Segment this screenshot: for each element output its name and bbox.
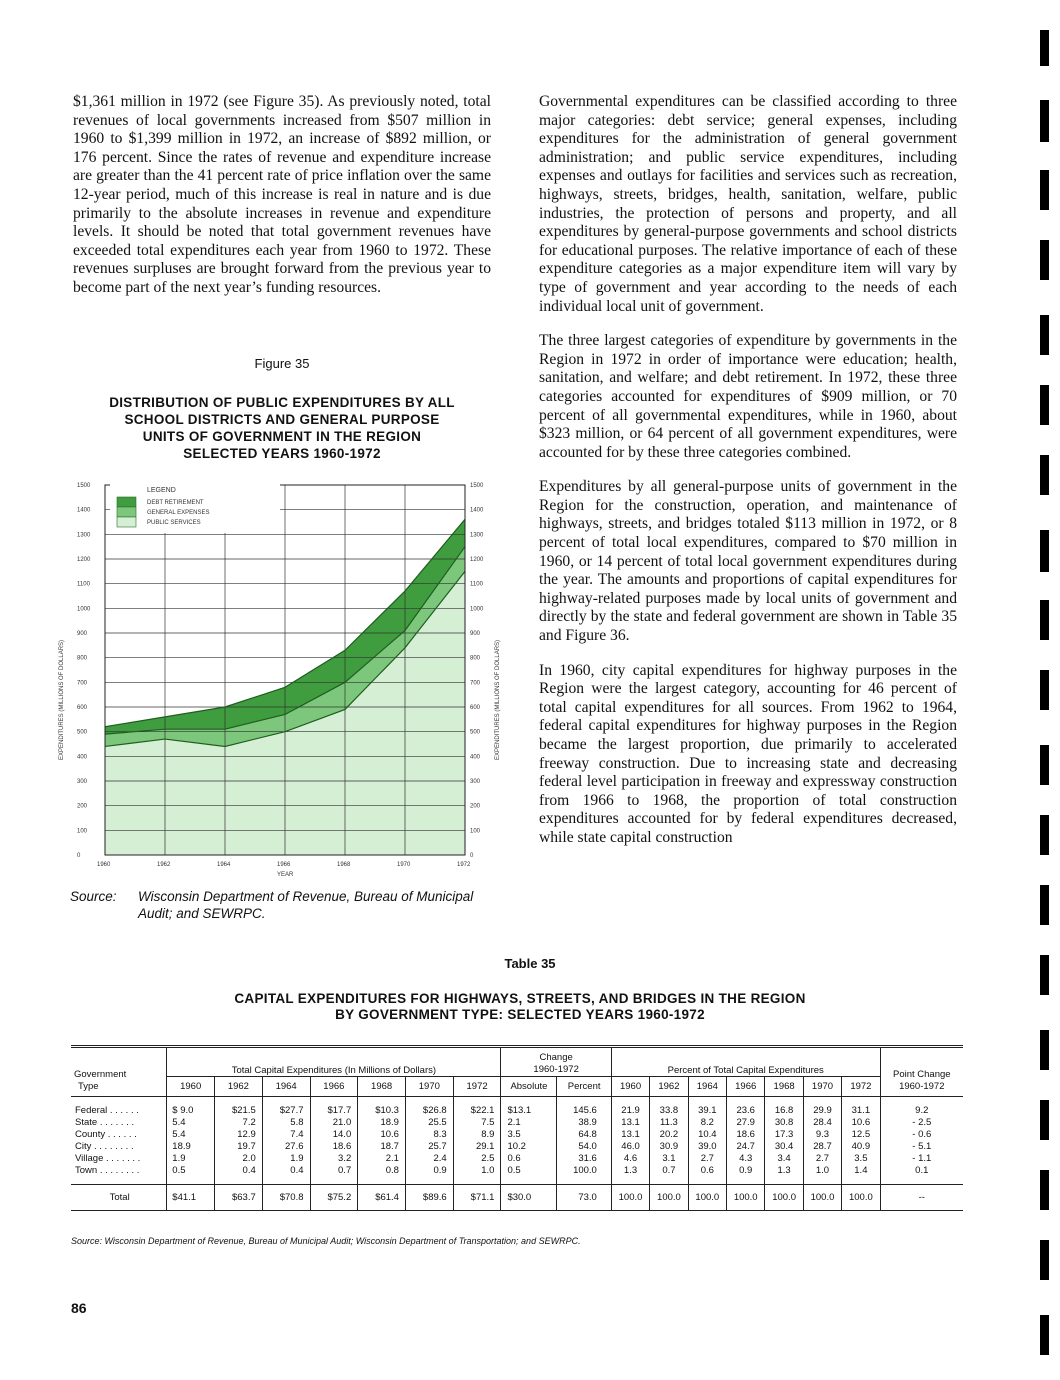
y-tick-label-left: 500 bbox=[77, 729, 88, 736]
legend-swatch-general bbox=[117, 507, 136, 517]
expenditure-area-chart bbox=[55, 475, 505, 885]
total-cell: 0.9 bbox=[405, 1165, 453, 1177]
row-type: Federal . . . . . . bbox=[71, 1105, 167, 1117]
total-cell: 18.9 bbox=[358, 1117, 406, 1129]
figure-title bbox=[73, 394, 491, 462]
y-tick-label-right: 400 bbox=[470, 754, 481, 761]
table-title-line: BY GOVERNMENT TYPE: SELECTED YEARS 1960-1972 bbox=[335, 1007, 705, 1022]
percent-cell: 28.7 bbox=[803, 1141, 841, 1153]
abs-change-cell: $30.0 bbox=[501, 1185, 557, 1211]
percent-cell: 2.7 bbox=[688, 1153, 726, 1165]
total-cell: 7.5 bbox=[453, 1117, 501, 1129]
pct-change-cell: 64.8 bbox=[557, 1129, 611, 1141]
spacer-cell bbox=[405, 1097, 453, 1105]
margin-mark bbox=[1040, 1170, 1049, 1210]
header-change-col: Percent bbox=[557, 1077, 611, 1097]
header-percent-group: Percent of Total Capital Expenditures bbox=[611, 1047, 880, 1077]
percent-cell: 100.0 bbox=[650, 1185, 688, 1211]
header-change-col: Absolute bbox=[501, 1077, 557, 1097]
header-gov-type-line: Type bbox=[78, 1081, 99, 1092]
percent-cell: 17.3 bbox=[765, 1129, 803, 1141]
header-year: 1968 bbox=[765, 1077, 803, 1097]
total-cell: 8.9 bbox=[453, 1129, 501, 1141]
y-tick-label-right: 300 bbox=[470, 779, 481, 785]
pct-change-cell: 38.9 bbox=[557, 1117, 611, 1129]
left-text-column bbox=[73, 93, 491, 314]
total-cell: 2.0 bbox=[215, 1153, 263, 1165]
total-cell: 3.2 bbox=[310, 1153, 358, 1165]
pct-change-cell: 145.6 bbox=[557, 1105, 611, 1117]
table-label: Table 35 bbox=[504, 956, 556, 971]
spacer-cell bbox=[765, 1097, 803, 1105]
header-gov-type bbox=[71, 1047, 167, 1097]
y-tick-label-right: 1500 bbox=[470, 483, 484, 489]
margin-mark bbox=[1040, 1030, 1049, 1070]
x-tick-label: 1970 bbox=[397, 862, 411, 868]
header-year: 1970 bbox=[803, 1077, 841, 1097]
percent-cell: 12.5 bbox=[842, 1129, 880, 1141]
y-tick-label-right: 200 bbox=[470, 803, 481, 810]
spacer-cell bbox=[310, 1097, 358, 1105]
total-cell: $17.7 bbox=[310, 1105, 358, 1117]
table-row bbox=[71, 1129, 963, 1141]
percent-cell: 100.0 bbox=[842, 1185, 880, 1211]
figure-label: Figure 35 bbox=[254, 356, 310, 371]
margin-mark bbox=[1040, 530, 1049, 572]
spacer-cell bbox=[688, 1097, 726, 1105]
total-cell: 18.9 bbox=[167, 1141, 215, 1153]
total-cell: 25.5 bbox=[405, 1117, 453, 1129]
spacer-cell bbox=[453, 1097, 501, 1105]
margin-mark bbox=[1040, 815, 1049, 855]
total-cell: $27.7 bbox=[262, 1105, 310, 1117]
y-tick-label-left: 900 bbox=[77, 631, 88, 637]
spacer-cell bbox=[557, 1177, 611, 1185]
y-tick-label-right: 1400 bbox=[470, 507, 484, 514]
pct-change-cell: 31.6 bbox=[557, 1153, 611, 1165]
right-paragraph: Expenditures by all general-purpose units of government in the Region for the construction, operation, and maintenance of highways, streets, and bridges totaled $113 million in 1972, or 8 percent of total local expenditures, compared to $70 million in 1960, or 14 percent of total local government expenditures during the year. The amounts and proportions of capital expenditures for highway-related purposes made by local units of government and directly by the state and federal government are shown in Table 35 and Figure 36. bbox=[539, 478, 957, 645]
total-cell: 19.7 bbox=[215, 1141, 263, 1153]
percent-cell: 40.9 bbox=[842, 1141, 880, 1153]
total-cell: 29.1 bbox=[453, 1141, 501, 1153]
legend-swatch-debt bbox=[117, 497, 136, 507]
row-type: City . . . . . . . . bbox=[71, 1141, 167, 1153]
percent-cell: 100.0 bbox=[803, 1185, 841, 1211]
y-tick-label-right: 600 bbox=[470, 705, 481, 711]
percent-cell: 39.0 bbox=[688, 1141, 726, 1153]
total-cell: 7.2 bbox=[215, 1117, 263, 1129]
figure-source-text: Wisconsin Department of Revenue, Bureau of Municipal bbox=[138, 889, 474, 904]
row-type: Town . . . . . . . . bbox=[71, 1165, 167, 1177]
figure-source-label: Source: bbox=[70, 889, 117, 904]
total-cell: 12.9 bbox=[215, 1129, 263, 1141]
percent-cell: 1.0 bbox=[803, 1165, 841, 1177]
percent-cell: 10.4 bbox=[688, 1129, 726, 1141]
y-tick-label-left: 200 bbox=[77, 803, 88, 810]
figure-title-line: DISTRIBUTION OF PUBLIC EXPENDITURES BY ALL bbox=[109, 395, 455, 410]
margin-mark bbox=[1040, 1315, 1049, 1355]
capital-expenditures-table bbox=[71, 1045, 963, 1211]
spacer-cell bbox=[803, 1097, 841, 1105]
margin-mark bbox=[1040, 670, 1049, 710]
percent-cell: 1.3 bbox=[611, 1165, 649, 1177]
percent-cell: 33.8 bbox=[650, 1105, 688, 1117]
spacer-cell bbox=[688, 1177, 726, 1185]
table-row bbox=[71, 1165, 963, 1177]
pct-change-cell: 73.0 bbox=[557, 1185, 611, 1211]
abs-change-cell: 10.2 bbox=[501, 1141, 557, 1153]
total-cell: 2.4 bbox=[405, 1153, 453, 1165]
percent-cell: 100.0 bbox=[765, 1185, 803, 1211]
percent-cell: 13.1 bbox=[611, 1129, 649, 1141]
header-year: 1966 bbox=[727, 1077, 765, 1097]
figure-source-text-cont: Audit; and SEWRPC. bbox=[138, 906, 266, 921]
total-cell: $21.5 bbox=[215, 1105, 263, 1117]
total-cell: 7.4 bbox=[262, 1129, 310, 1141]
margin-mark bbox=[1040, 240, 1049, 280]
spacer-cell bbox=[310, 1177, 358, 1185]
total-cell: 1.9 bbox=[167, 1153, 215, 1165]
total-cell: $71.1 bbox=[453, 1185, 501, 1211]
percent-cell: 30.9 bbox=[650, 1141, 688, 1153]
header-year: 1964 bbox=[262, 1077, 310, 1097]
spacer-cell bbox=[611, 1177, 649, 1185]
y-tick-label-right: 0 bbox=[470, 853, 474, 859]
x-tick-label: 1972 bbox=[457, 862, 471, 868]
row-type: County . . . . . . bbox=[71, 1129, 167, 1141]
percent-cell: 0.7 bbox=[650, 1165, 688, 1177]
total-cell: 10.6 bbox=[358, 1129, 406, 1141]
total-cell: $41.1 bbox=[167, 1185, 215, 1211]
total-cell: 21.0 bbox=[310, 1117, 358, 1129]
percent-cell: 4.3 bbox=[727, 1153, 765, 1165]
percent-cell: 100.0 bbox=[611, 1185, 649, 1211]
margin-mark bbox=[1040, 1100, 1049, 1140]
figure-title-line: SCHOOL DISTRICTS AND GENERAL PURPOSE bbox=[124, 412, 440, 427]
point-change-cell: - 5.1 bbox=[912, 1141, 932, 1152]
percent-cell: 39.1 bbox=[688, 1105, 726, 1117]
total-cell: 5.8 bbox=[262, 1117, 310, 1129]
header-change-label: Change bbox=[539, 1052, 573, 1063]
percent-cell: 27.9 bbox=[727, 1117, 765, 1129]
legend-label-public: PUBLIC SERVICES bbox=[147, 520, 201, 526]
legend-label-general: GENERAL EXPENSES bbox=[147, 510, 210, 516]
right-text-column bbox=[539, 93, 957, 864]
percent-cell: 100.0 bbox=[727, 1185, 765, 1211]
y-tick-label-left: 800 bbox=[77, 655, 88, 662]
margin-mark bbox=[1040, 170, 1049, 210]
percent-cell: 16.8 bbox=[765, 1105, 803, 1117]
total-cell: 1.0 bbox=[453, 1165, 501, 1177]
spacer-cell bbox=[803, 1177, 841, 1185]
table-row bbox=[71, 1141, 963, 1153]
margin-mark bbox=[1040, 1240, 1049, 1280]
percent-cell: 9.3 bbox=[803, 1129, 841, 1141]
percent-cell: 24.7 bbox=[727, 1141, 765, 1153]
percent-cell: 28.4 bbox=[803, 1117, 841, 1129]
y-tick-label-right: 100 bbox=[470, 828, 481, 835]
x-tick-label: 1968 bbox=[337, 862, 351, 868]
point-change-cell: - 1.1 bbox=[912, 1153, 932, 1164]
spacer-cell bbox=[262, 1177, 310, 1185]
total-cell: 1.9 bbox=[262, 1153, 310, 1165]
table-row bbox=[71, 1117, 963, 1129]
header-year: 1966 bbox=[310, 1077, 358, 1097]
percent-cell: 0.9 bbox=[727, 1165, 765, 1177]
total-cell: 14.0 bbox=[310, 1129, 358, 1141]
page-number: 86 bbox=[71, 1300, 87, 1316]
spacer-cell bbox=[880, 1097, 963, 1105]
y-tick-label-right: 1300 bbox=[470, 532, 484, 539]
percent-cell: 4.6 bbox=[611, 1153, 649, 1165]
total-cell: 18.6 bbox=[310, 1141, 358, 1153]
header-year: 1962 bbox=[650, 1077, 688, 1097]
header-point-change-line: Point Change bbox=[893, 1069, 951, 1080]
percent-cell: 21.9 bbox=[611, 1105, 649, 1117]
percent-cell: 13.1 bbox=[611, 1117, 649, 1129]
header-year: 1968 bbox=[358, 1077, 406, 1097]
total-cell: 5.4 bbox=[167, 1129, 215, 1141]
total-cell: $63.7 bbox=[215, 1185, 263, 1211]
figure-title-line: SELECTED YEARS 1960-1972 bbox=[183, 446, 381, 461]
percent-cell: 1.4 bbox=[842, 1165, 880, 1177]
x-tick-label: 1962 bbox=[157, 862, 171, 868]
y-tick-label-right: 700 bbox=[470, 680, 481, 687]
y-tick-label-right: 1000 bbox=[470, 606, 484, 613]
total-cell: $22.1 bbox=[453, 1105, 501, 1117]
header-year: 1970 bbox=[405, 1077, 453, 1097]
spacer-cell bbox=[727, 1097, 765, 1105]
percent-cell: 3.1 bbox=[650, 1153, 688, 1165]
percent-cell: 30.8 bbox=[765, 1117, 803, 1129]
header-change-years: 1960-1972 bbox=[533, 1064, 579, 1075]
spacer-cell bbox=[358, 1097, 406, 1105]
total-cell: $89.6 bbox=[405, 1185, 453, 1211]
y-tick-label-left: 600 bbox=[77, 705, 88, 711]
total-cell: $10.3 bbox=[358, 1105, 406, 1117]
y-axis-title-right: EXPENDITURES (MILLIONS OF DOLLARS) bbox=[495, 639, 501, 760]
percent-cell: 8.2 bbox=[688, 1117, 726, 1129]
header-total-group: Total Capital Expenditures (In Millions of Dollars) bbox=[167, 1047, 501, 1077]
spacer-cell bbox=[71, 1097, 167, 1105]
total-cell: $75.2 bbox=[310, 1185, 358, 1211]
total-cell: 0.4 bbox=[215, 1165, 263, 1177]
spacer-cell bbox=[557, 1097, 611, 1105]
abs-change-cell: $13.1 bbox=[501, 1105, 557, 1117]
total-cell: $61.4 bbox=[358, 1185, 406, 1211]
total-cell: $ 9.0 bbox=[167, 1105, 215, 1117]
spacer-cell bbox=[405, 1177, 453, 1185]
total-cell: 5.4 bbox=[167, 1117, 215, 1129]
abs-change-cell: 3.5 bbox=[501, 1129, 557, 1141]
point-change-cell: - 2.5 bbox=[912, 1117, 932, 1128]
percent-cell: 3.4 bbox=[765, 1153, 803, 1165]
abs-change-cell: 0.5 bbox=[501, 1165, 557, 1177]
y-tick-label-right: 500 bbox=[470, 729, 481, 736]
point-change-cell: 0.1 bbox=[915, 1165, 929, 1176]
table-title-line: CAPITAL EXPENDITURES FOR HIGHWAYS, STREETS, AND BRIDGES IN THE REGION bbox=[234, 991, 806, 1006]
y-tick-label-left: 0 bbox=[77, 853, 81, 859]
y-tick-label-left: 700 bbox=[77, 680, 88, 687]
spacer-cell bbox=[167, 1177, 215, 1185]
y-tick-label-right: 1200 bbox=[470, 557, 484, 563]
percent-cell: 0.6 bbox=[688, 1165, 726, 1177]
x-tick-label: 1966 bbox=[277, 862, 291, 868]
right-paragraph: In 1960, city capital expenditures for highway purposes in the Region were the largest category, accounting for 46 percent of total capital expenditures for all sources. From 1962 to 1964, federal capital expenditures for highway purposes in the Region became the largest proportion, due primarily to accelerated freeway construction. Due to increasing state and decreasing federal level participation in freeway and expressway construction from 1966 to 1968, the proportion of total construction expenditures accounted for by federal expenditures decreased, while state capital construction bbox=[539, 661, 957, 846]
percent-cell: 46.0 bbox=[611, 1141, 649, 1153]
total-cell: 0.8 bbox=[358, 1165, 406, 1177]
y-axis-title-left: EXPENDITURES (MILLIONS OF DOLLARS) bbox=[59, 639, 65, 760]
pct-change-cell: 54.0 bbox=[557, 1141, 611, 1153]
y-tick-label-left: 1300 bbox=[77, 532, 91, 539]
percent-cell: 23.6 bbox=[727, 1105, 765, 1117]
percent-cell: 20.2 bbox=[650, 1129, 688, 1141]
total-cell: 25.7 bbox=[405, 1141, 453, 1153]
y-tick-label-left: 400 bbox=[77, 754, 88, 761]
y-tick-label-left: 300 bbox=[77, 779, 88, 785]
spacer-cell bbox=[215, 1177, 263, 1185]
total-cell: 0.7 bbox=[310, 1165, 358, 1177]
left-paragraph: $1,361 million in 1972 (see Figure 35). As previously noted, total revenues of local governments increased from $507 million in 1960 to $1,399 million in 1972, an increase of $892 million, or 176 percent. Since the rates of revenue and expenditure increase are greater than the 41 percent rate of price inflation over the same 12-year period, much of this increase is real in nature and is due primarily to the absolute increases in revenue and expenditure levels. It should be noted that total government revenues have exceeded total expenditures each year from 1960 to 1972. These revenues surpluses are brought forward from the previous year to become part of the next year’s funding resources. bbox=[73, 93, 491, 296]
spacer-cell bbox=[501, 1097, 557, 1105]
x-tick-label: 1960 bbox=[97, 862, 111, 868]
y-tick-label-left: 1500 bbox=[77, 483, 91, 489]
y-tick-label-right: 900 bbox=[470, 631, 481, 637]
row-type: Village . . . . . . . bbox=[71, 1153, 167, 1165]
spacer-cell bbox=[650, 1177, 688, 1185]
percent-cell: 100.0 bbox=[688, 1185, 726, 1211]
margin-mark bbox=[1040, 455, 1049, 495]
y-tick-label-right: 1100 bbox=[470, 581, 483, 588]
spacer-cell bbox=[215, 1097, 263, 1105]
y-tick-label-left: 100 bbox=[77, 828, 88, 835]
percent-cell: 1.3 bbox=[765, 1165, 803, 1177]
y-tick-label-left: 1100 bbox=[77, 581, 90, 588]
margin-mark bbox=[1040, 385, 1049, 425]
percent-cell: 2.7 bbox=[803, 1153, 841, 1165]
x-axis-title: YEAR bbox=[277, 872, 294, 878]
point-change-cell: - 0.6 bbox=[912, 1129, 932, 1140]
total-cell: $26.8 bbox=[405, 1105, 453, 1117]
right-paragraph: The three largest categories of expenditure by governments in the Region in 1972 in order of importance were education; health, sanitation, and welfare; and debt retirement. In 1972, these three categories accounted for expenditures of $909 million, or 70 percent of all governmental expenditures, while in 1960, about $323 million, or 64 percent of all government expenditures, were accounted for by these three categories combined. bbox=[539, 332, 957, 461]
percent-cell: 10.6 bbox=[842, 1117, 880, 1129]
margin-mark bbox=[1040, 955, 1049, 995]
total-cell: 27.6 bbox=[262, 1141, 310, 1153]
spacer-cell bbox=[453, 1177, 501, 1185]
spacer-cell bbox=[167, 1097, 215, 1105]
total-cell: 18.7 bbox=[358, 1141, 406, 1153]
total-cell: 2.5 bbox=[453, 1153, 501, 1165]
row-type: State . . . . . . . bbox=[71, 1117, 167, 1129]
percent-cell: 11.3 bbox=[650, 1117, 688, 1129]
total-cell: 0.4 bbox=[262, 1165, 310, 1177]
figure-title-line: UNITS OF GOVERNMENT IN THE REGION bbox=[142, 429, 422, 444]
margin-mark bbox=[1040, 885, 1049, 925]
spacer-cell bbox=[842, 1177, 880, 1185]
total-row bbox=[71, 1185, 963, 1211]
total-cell: 0.5 bbox=[167, 1165, 215, 1177]
y-tick-label-left: 1200 bbox=[77, 557, 91, 563]
spacer-cell bbox=[650, 1097, 688, 1105]
header-year: 1972 bbox=[453, 1077, 501, 1097]
spacer-cell bbox=[611, 1097, 649, 1105]
header-gov-type-line: Government bbox=[74, 1069, 127, 1080]
table-source: Source: Wisconsin Department of Revenue, Bureau of Municipal Audit; Wisconsin Department of Transportation; and SEWRPC. bbox=[71, 1236, 581, 1246]
x-tick-label: 1964 bbox=[217, 862, 231, 868]
percent-cell: 31.1 bbox=[842, 1105, 880, 1117]
point-change-cell: 9.2 bbox=[915, 1105, 929, 1116]
spacer-cell bbox=[262, 1097, 310, 1105]
header-year: 1962 bbox=[215, 1077, 263, 1097]
spacer-cell bbox=[358, 1177, 406, 1185]
spacer-cell bbox=[71, 1177, 167, 1185]
legend-title: LEGEND bbox=[147, 487, 176, 494]
y-tick-label-left: 1000 bbox=[77, 606, 91, 613]
header-year: 1972 bbox=[842, 1077, 880, 1097]
total-cell: 2.1 bbox=[358, 1153, 406, 1165]
point-change-cell: -- bbox=[880, 1185, 963, 1211]
total-cell: $70.8 bbox=[262, 1185, 310, 1211]
percent-cell: 18.6 bbox=[727, 1129, 765, 1141]
figure-source bbox=[70, 888, 495, 922]
margin-mark bbox=[1040, 30, 1049, 66]
legend-label-debt: DEBT RETIREMENT bbox=[147, 500, 204, 506]
percent-cell: 3.5 bbox=[842, 1153, 880, 1165]
right-paragraph: Governmental expenditures can be classified according to three major categories: debt service; general expenses, including expenditures for the administration of general government administration; and public service expenditures, including expenses and outlays for facilities and services such as recreation, highways, streets, bridges, health, sanitation, welfare, public industries, the protection of persons and property, and all expenditures by general-purpose governments and school districts for educational purposes. The relative importance of each of these expenditure categories as a major expenditure item will vary by type of government and year according to the needs of each individual local unit of government. bbox=[539, 93, 957, 315]
table-row bbox=[71, 1105, 963, 1117]
spacer-cell bbox=[880, 1177, 963, 1185]
y-tick-label-right: 800 bbox=[470, 655, 481, 662]
header-change-group bbox=[501, 1047, 611, 1077]
header-point-change-line: 1960-1972 bbox=[899, 1081, 945, 1092]
table-title bbox=[0, 991, 1040, 1023]
percent-cell: 29.9 bbox=[803, 1105, 841, 1117]
table-row bbox=[71, 1153, 963, 1165]
margin-mark bbox=[1040, 600, 1049, 640]
y-tick-label-left: 1400 bbox=[77, 507, 91, 514]
row-type: Total bbox=[71, 1185, 167, 1211]
margin-mark bbox=[1040, 315, 1049, 355]
header-year: 1960 bbox=[611, 1077, 649, 1097]
header-point-change bbox=[880, 1047, 963, 1097]
total-cell: 8.3 bbox=[405, 1129, 453, 1141]
spacer-cell bbox=[842, 1097, 880, 1105]
pct-change-cell: 100.0 bbox=[557, 1165, 611, 1177]
header-year: 1964 bbox=[688, 1077, 726, 1097]
abs-change-cell: 0.6 bbox=[501, 1153, 557, 1165]
percent-cell: 30.4 bbox=[765, 1141, 803, 1153]
spacer-cell bbox=[501, 1177, 557, 1185]
header-year: 1960 bbox=[167, 1077, 215, 1097]
spacer-cell bbox=[765, 1177, 803, 1185]
spacer-cell bbox=[727, 1177, 765, 1185]
abs-change-cell: 2.1 bbox=[501, 1117, 557, 1129]
margin-mark bbox=[1040, 745, 1049, 785]
legend-swatch-public bbox=[117, 517, 136, 527]
margin-mark bbox=[1040, 100, 1049, 142]
